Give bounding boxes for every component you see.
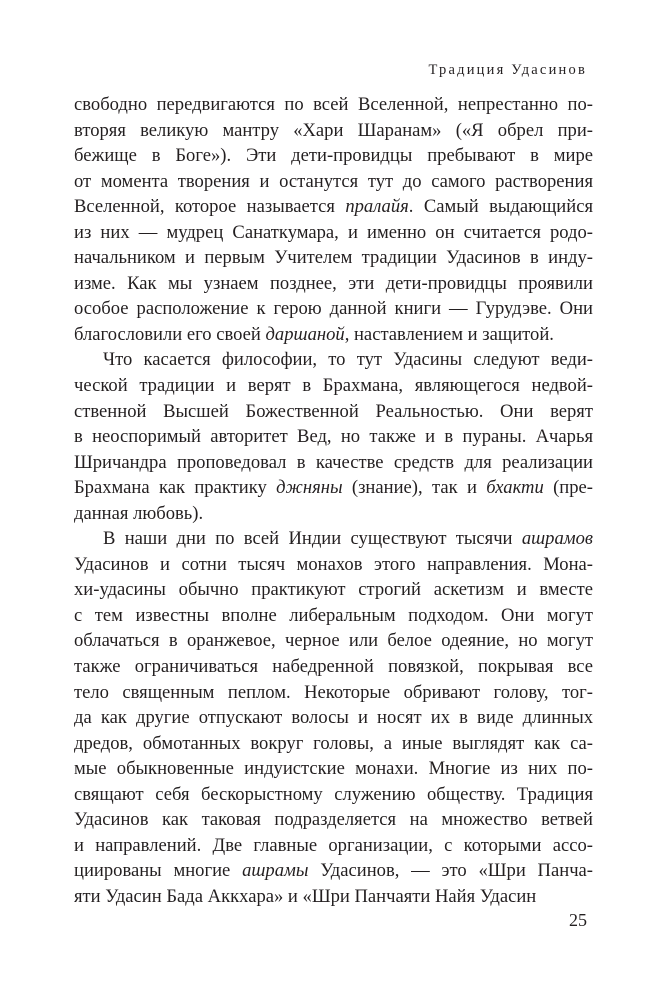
text-run: из них — мудрец Санаткумара, и именно он считается родо- xyxy=(74,221,593,243)
text-line xyxy=(74,322,593,348)
text-run: да как другие отпускают волосы и носят их в виде длинных xyxy=(74,707,593,729)
text-line xyxy=(74,680,593,706)
text-run: бежище в Боге»). Эти дети-провидцы пребывают в мире xyxy=(74,145,593,167)
italic-term: пралайя xyxy=(345,196,409,218)
text-run: , наставлением и защитой. xyxy=(344,323,554,345)
text-run: ственной Высшей Божественной Реальностью. Они верят xyxy=(74,400,593,422)
text-line xyxy=(74,705,593,731)
text-line xyxy=(74,654,593,680)
text-line xyxy=(74,118,593,144)
text-line xyxy=(74,501,593,527)
text-line xyxy=(74,450,593,476)
text-line xyxy=(74,475,593,501)
text-run: Удасинов и сотни тысяч монахов этого направления. Мона- xyxy=(74,553,593,575)
page-number: 25 xyxy=(569,910,587,930)
text-run: свящают себя бескорыстному служению обществу. Традиция xyxy=(74,783,593,805)
italic-term: бхакти xyxy=(486,477,544,499)
text-line xyxy=(74,731,593,757)
text-run: тело священным пеплом. Некоторые обривают голову, тог- xyxy=(74,681,593,703)
text-line xyxy=(74,220,593,246)
text-run: (знание), так и xyxy=(342,477,487,499)
text-line xyxy=(74,194,593,220)
text-run: яти Удасин Бада Аккхара» и «Шри Панчаяти Найя Удасин xyxy=(74,885,537,907)
text-run: также ограничиваться набедренной повязкой, покрывая все xyxy=(74,656,593,678)
text-run: Брахмана как практику xyxy=(74,477,277,499)
text-run: ческой традиции и верят в Брахмана, являющегося недвой- xyxy=(74,375,593,397)
text-line xyxy=(74,782,593,808)
text-line xyxy=(74,92,593,118)
text-run: и направлений. Две главные организации, с которыми ассо- xyxy=(74,834,593,856)
text-run: особое расположение к герою данной книги — Гурудэве. Они xyxy=(74,298,593,320)
text-line xyxy=(74,833,593,859)
text-run: Удасинов, — это «Шри Панча- xyxy=(308,860,593,882)
text-run: Что касается философии, то тут Удасины следуют веди- xyxy=(103,349,593,371)
text-run: в неоспоримый авторитет Вед, но также и в пураны. Ачарья xyxy=(74,426,593,448)
text-line xyxy=(74,756,593,782)
body-text xyxy=(74,92,593,910)
text-line xyxy=(74,603,593,629)
text-line xyxy=(74,373,593,399)
text-run: начальником и первым Учителем традиции Удасинов в инду- xyxy=(74,247,593,269)
text-line xyxy=(74,807,593,833)
text-line xyxy=(74,143,593,169)
italic-term: ашрамы xyxy=(242,860,309,882)
text-line xyxy=(74,552,593,578)
text-line xyxy=(74,628,593,654)
italic-term: джняны xyxy=(276,477,343,499)
text-line xyxy=(74,884,593,910)
text-line xyxy=(74,169,593,195)
text-line xyxy=(74,526,593,552)
text-run: свободно передвигаются по всей Вселенной, непрестанно по- xyxy=(74,94,593,115)
text-line xyxy=(74,399,593,425)
text-line xyxy=(74,271,593,297)
text-run: от момента творения и останутся тут до самого растворения xyxy=(74,170,593,192)
italic-term: даршаной xyxy=(265,323,345,345)
text-run: (пре- xyxy=(543,477,593,499)
text-run: изме. Как мы узнаем позднее, эти дети-провидцы проявили xyxy=(74,272,593,294)
text-run: Шричандра проповедовал в качестве средств для реализации xyxy=(74,451,593,473)
text-run: хи-удасины обычно практикуют строгий аскетизм и вместе xyxy=(74,579,593,601)
text-run: циированы многие xyxy=(74,860,243,882)
text-run: вторяя великую мантру «Хари Шаранам» («Я обрел при- xyxy=(74,119,593,141)
text-line xyxy=(74,858,593,884)
italic-term: ашрамов xyxy=(521,528,593,550)
text-run: дредов, обмотанных вокруг головы, а иные выглядят как са- xyxy=(74,732,593,754)
text-line xyxy=(74,577,593,603)
text-line xyxy=(74,245,593,271)
text-line xyxy=(74,296,593,322)
text-run: данная любовь). xyxy=(74,502,204,524)
text-run: Вселенной, которое называется xyxy=(74,196,346,218)
text-run: с тем известны вполне либеральным подходом. Они могут xyxy=(74,604,593,626)
text-run: мые обыкновенные индуистские монахи. Многие из них по- xyxy=(74,758,593,780)
text-line xyxy=(74,424,593,450)
text-line xyxy=(74,347,593,373)
text-run: благословили его своей xyxy=(74,323,266,345)
text-run: Удасинов как таковая подразделяется на множество ветвей xyxy=(74,809,593,831)
paragraph xyxy=(74,347,593,526)
text-run: . Самый выдающийся xyxy=(408,196,593,218)
paragraph xyxy=(74,526,593,909)
paragraph xyxy=(74,92,593,347)
running-header: Традиция Удасинов xyxy=(428,62,587,78)
text-run: В наши дни по всей Индии существуют тысячи xyxy=(103,528,522,550)
text-run: облачаться в оранжевое, черное или белое одеяние, но могут xyxy=(74,630,593,652)
